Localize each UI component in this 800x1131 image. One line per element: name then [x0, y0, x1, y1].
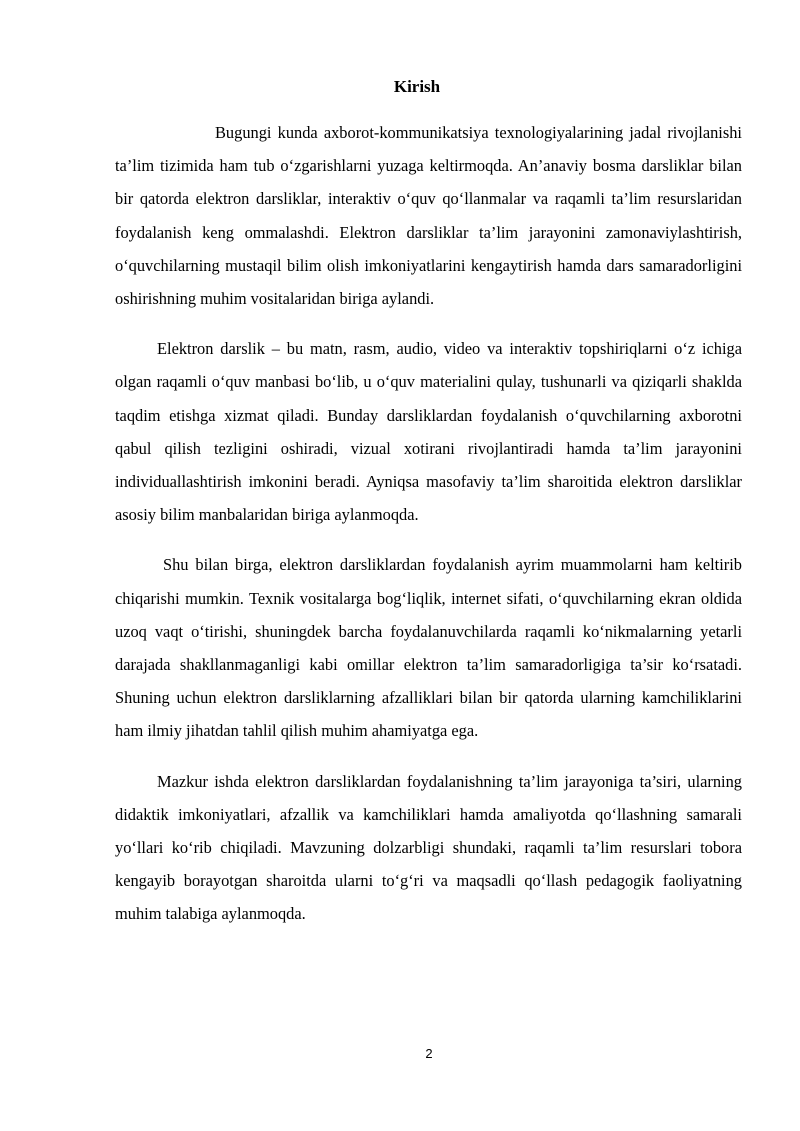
paragraph-3: Shu bilan birga, elektron darsliklardan foydalanish ayrim muammolarni ham keltirib chiqarishi mumkin. Texnik vositalarga bog‘liqlik, internet sifati, o‘quvchilarning ekran oldida uzoq vaqt o‘tirishi, shuningdek barcha foydalanuvchilarda raqamli ko‘nikmalarning yetarli darajada shakllanmaganligi kabi omillar elektron ta’lim samaradorligiga ta’sir ko‘rsatadi. Shuning uchun elektron darsliklarning afzalliklari bilan bir qatorda ularning kamchiliklarini ham ilmiy jihatdan tahlil qilish muhim ahamiyatga ega.	[115, 555, 742, 741]
paragraph-1: Bugungi kunda axborot-kommunikatsiya texnologiyalarining jadal rivojlanishi ta’lim tizimida ham tub o‘zgarishlarni yuzaga keltirmoqda. An’anaviy bosma darsliklar bilan bir qatorda elektron darsliklar, interaktiv o‘quv qo‘llanmalar va raqamli ta’lim resurslaridan foydalanish keng ommalashdi. Elektron darsliklar ta’lim jarayonini zamonaviylashtirish, o‘quvchilarning mustaqil bilim olish imkoniyatlarini kengaytirish hamda dars samaradorligini oshirishning muhim vositalaridan biriga aylandi.	[115, 123, 742, 309]
paragraph-2: Elektron darslik – bu matn, rasm, audio, video va interaktiv topshiriqlarni o‘z ichiga olgan raqamli o‘quv manbasi bo‘lib, u o‘quv materialini qulay, tushunarli va qiziqarli shaklda taqdim etishga xizmat qiladi. Bunday darsliklardan foydalanish o‘quvchilarning axborotni qabul qilish tezligini oshiradi, vizual xotirani rivojlantiradi hamda ta’lim jarayonini individuallashtirish imkonini beradi. Ayniqsa masofaviy ta’lim sharoitida elektron darsliklar asosiy bilim manbalaridan biriga aylanmoqda.	[115, 339, 742, 525]
page-number: 2	[425, 1046, 433, 1061]
paragraph-4: Mazkur ishda elektron darsliklardan foydalanishning ta’lim jarayoniga ta’siri, ularning didaktik imkoniyatlari, afzallik va kamchiliklari hamda amaliyotda qo‘llashning samarali yo‘llari ko‘rib chiqiladi. Mavzuning dolzarbligi shundaki, raqamli ta’lim resurslari tobora kengayib borayotgan sharoitda ularni to‘g‘ri va maqsadli qo‘llash pedagogik faoliyatning muhim talabiga aylanmoqda.	[115, 771, 742, 924]
body-text	[115, 116, 742, 948]
section-heading: Kirish	[393, 77, 441, 96]
